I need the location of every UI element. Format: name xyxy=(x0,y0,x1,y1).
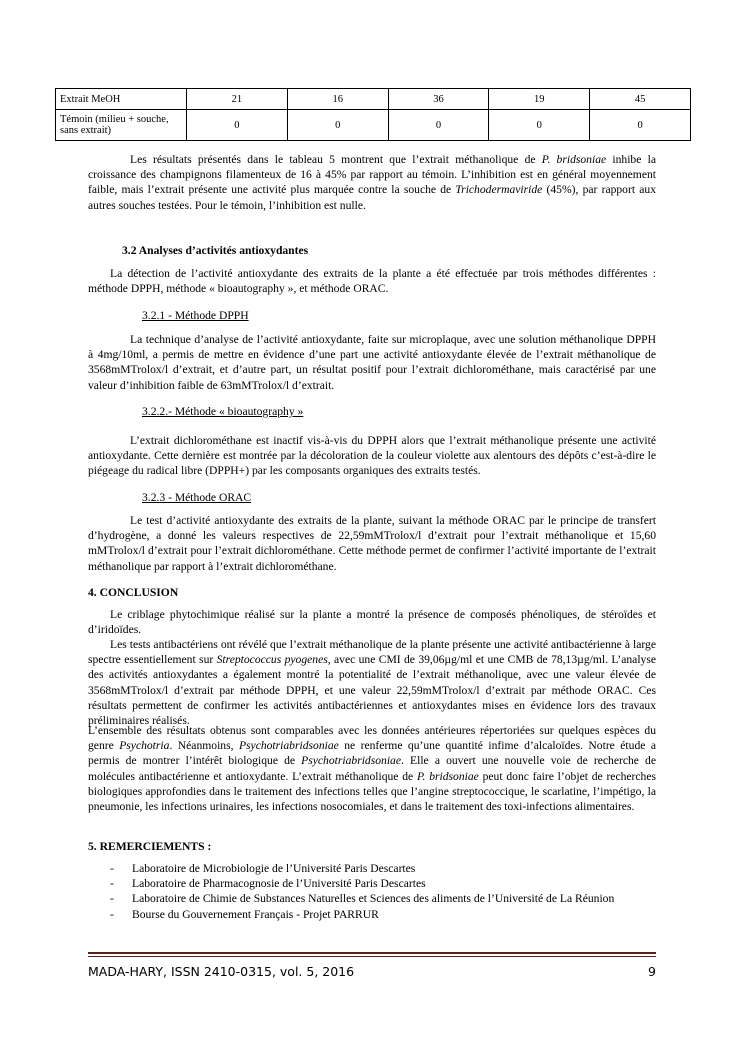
cell: 0 xyxy=(287,110,388,141)
list-item: - Bourse du Gouvernement Français - Projet PARRUR xyxy=(110,907,614,922)
results-table xyxy=(55,88,691,141)
conclusion-paragraph: L’ensemble des résultats obtenus sont comparables avec les données antérieures répertoriées sur quelques espèces du genre Psychotria. Néanmoins, Psychotriabridsoniae ne renferme qu’une quantité infime d’alcaloïdes. Notre étude a permis de montrer l’intérêt biologique de Psychotriabridsoniae. Elle a ouvert une nouvelle voie de recherche de molécules antibactérienne et antioxydante. L’extrait méthanolique de P. bridsoniae peut donc faire l’objet de recherches biologiques approfondies dans le traitement des infections telles que l’angine streptococcique, le scarlatine, l’impétigo, la pneumonie, les infections urinaires, les infections nosocomiales, et dans le traitement des toxi-infections alimentaires. xyxy=(88,724,656,814)
page-number: 9 xyxy=(648,964,656,979)
list-item: - Laboratoire de Pharmacognosie de l’Université Paris Descartes xyxy=(110,876,614,891)
footer-rule xyxy=(88,956,656,957)
cell: 0 xyxy=(590,110,691,141)
list-item: - Laboratoire de Microbiologie de l’Université Paris Descartes xyxy=(110,861,614,876)
cell: 0 xyxy=(489,110,590,141)
conclusion-paragraph: Le criblage phytochimique réalisé sur la plante a montré la présence de composés phénoliques, de stéroïdes et d’iridoïdes. xyxy=(88,608,656,637)
conclusion-title: 4. CONCLUSION xyxy=(88,586,179,599)
row-label: Témoin (milieu + souche, sans extrait) xyxy=(56,110,187,141)
cell: 21 xyxy=(187,89,288,110)
cell: 36 xyxy=(388,89,489,110)
row-label: Extrait MeOH xyxy=(56,89,187,110)
section-title: 3.2 Analyses d’activités antioxydantes xyxy=(122,244,309,257)
cell: 16 xyxy=(287,89,388,110)
acknowledgements-title: 5. REMERCIEMENTS : xyxy=(88,840,212,853)
section-paragraph: La détection de l’activité antioxydante des extraits de la plante a été effectuée par trois méthodes différentes : méthode DPPH, méthode « bioautography », et méthode ORAC. xyxy=(88,267,656,296)
table-row xyxy=(56,110,691,141)
section-paragraph: L’extrait dichlorométhane est inactif vis-à-vis du DPPH alors que l’extrait méthanolique présente une activité antioxydante. Cette dernière est montrée par la décoloration de la couleur violette aux alentours des dépôts c’est-à-dire le piégeage du radical libre (DPPH+) par les composants organiques des extraits testés. xyxy=(88,434,656,478)
cell: 0 xyxy=(388,110,489,141)
section-paragraph: La technique d’analyse de l’activité antioxydante, faite sur microplaque, avec une solution méthanolique DPPH à 4mg/10ml, a permis de mettre en évidence d’une part une activité antioxydante élevée de l’extrait méthanolique de 3568mMTrolox/l d’extrait, et d’autre part, un résultat positif pour l’extrait dichlorométhane, mais caractérisé par une valeur d’inhibition faible de 63mMTrolox/l d’extrait. xyxy=(88,333,656,392)
subsection-title: 3.2.1 - Méthode DPPH xyxy=(142,309,249,322)
section-paragraph: Le test d’activité antioxydante des extraits de la plante, suivant la méthode ORAC par le principe de transfert d’hydrogène, a donné les valeurs respectives de 22,59mMTrolox/l d’extrait pour l’extrait méthanolique et 15,60 mMTrolox/l d’extrait pour l’extrait dichlorométhane. Cette méthode permet de confirmer l’activité importante de l’extrait méthanolique par rapport à l’extrait dichlorométhane. xyxy=(88,514,656,573)
acknowledgements-list xyxy=(110,861,614,922)
page-footer xyxy=(88,964,656,979)
list-item: - Laboratoire de Chimie de Substances Naturelles et Sciences des aliments de l’Université de La Réunion xyxy=(110,891,614,906)
footer-rule xyxy=(88,952,656,954)
cell: 19 xyxy=(489,89,590,110)
journal-citation: MADA-HARY, ISSN 2410-0315, vol. 5, 2016 xyxy=(88,964,355,979)
table-row xyxy=(56,89,691,110)
subsection-title: 3.2.2.- Méthode « bioautography » xyxy=(142,405,304,418)
cell: 45 xyxy=(590,89,691,110)
results-paragraph: Les résultats présentés dans le tableau 5 montrent que l’extrait méthanolique de P. bridsoniae inhibe la croissance des champignons filamenteux de 16 à 45% par rapport au témoin. L’inhibition est en général moyennement faible, mais l’extrait présente une activité plus marquée contre la souche de Trichodermaviride (45%), par rapport aux autres souches testées. Pour le témoin, l’inhibition est nulle. xyxy=(88,153,656,212)
subsection-title: 3.2.3 - Méthode ORAC xyxy=(142,491,252,504)
cell: 0 xyxy=(187,110,288,141)
conclusion-paragraph: Les tests antibactériens ont révélé que l’extrait méthanolique de la plante présente une activité antibactérienne à large spectre essentiellement sur Streptococcus pyogenes, avec une CMI de 39,06µg/ml et une CMB de 78,13µg/ml. L’analyse des activités antioxydantes a également montré la potentialité de l’extrait méthanolique, avec une valeur élevée de 3568mMTrolox/l d’extrait par méthode DPPH, et une valeur 22,59mMTrolox/l d’extrait par méthode ORAC. Ces résultats permettent de confirmer les activités antibactériennes et antioxydantes mises en évidence lors des travaux préliminaires réalisés. xyxy=(88,638,657,728)
